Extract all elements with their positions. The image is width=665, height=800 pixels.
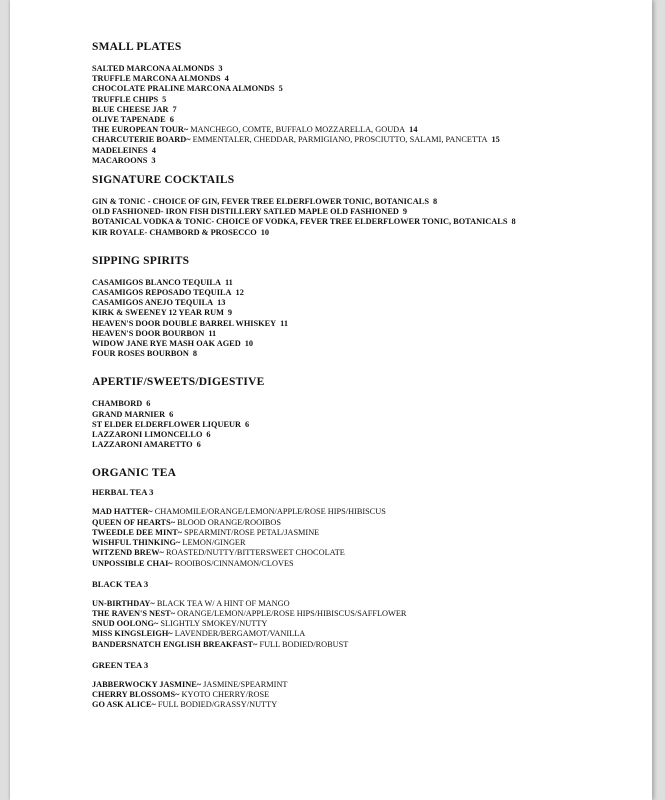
item-price: 6	[196, 440, 201, 450]
item-price: 6	[206, 430, 211, 440]
menu-item	[92, 399, 634, 409]
menu-item	[92, 329, 634, 339]
menu-item	[92, 680, 634, 690]
item-name: CASAMIGOS ANEJO TEQUILA	[92, 298, 214, 308]
section-title-sipping-spirits: SIPPING SPIRITS	[92, 254, 190, 267]
item-name: CHAMBORD	[92, 399, 143, 409]
item-name: BANDERSNATCH ENGLISH BREAKFAST~	[92, 639, 258, 649]
menu-item	[92, 528, 634, 538]
item-description: ROOIBOS/CINNAMON/CLOVES	[174, 558, 294, 568]
item-description: FULL BODIED/ROBUST	[259, 639, 349, 649]
item-price: 13	[217, 298, 226, 308]
item-name: FOUR ROSES BOURBON	[92, 349, 189, 359]
item-name: GRAND MARNIER	[92, 409, 166, 419]
menu-item	[92, 156, 634, 166]
item-name: LAZZARONI LIMONCELLO	[92, 430, 203, 440]
item-name: CASAMIGOS REPOSADO TEQUILA	[92, 288, 232, 298]
black-tea-list	[92, 599, 634, 650]
item-description: CHAMOMILE/ORANGE/LEMON/APPLE/ROSE HIPS/HIBISCUS	[154, 507, 386, 517]
menu-item	[92, 105, 634, 115]
item-name: BLUE CHEESE JAR	[92, 104, 169, 114]
item-price: 10	[260, 227, 270, 237]
item-price: 12	[235, 288, 244, 298]
signature-cocktails-list	[92, 197, 634, 238]
herbal-tea-list	[92, 507, 634, 568]
menu-item	[92, 548, 634, 558]
menu-item	[92, 115, 634, 125]
menu-item	[92, 217, 634, 227]
subsection-title-green-tea: GREEN TEA 3	[92, 659, 149, 670]
item-name: MACAROONS	[92, 155, 148, 165]
item-name: LAZZARONI AMARETTO	[92, 440, 193, 450]
menu-item	[92, 95, 634, 105]
section-title-aperitif: APERTIF/SWEETS/DIGESTIVE	[92, 376, 265, 389]
green-tea-list	[92, 680, 634, 711]
item-description: ROASTED/NUTTY/BITTERSWEET CHOCOLATE	[165, 548, 345, 558]
menu-item	[92, 74, 634, 84]
menu-item	[92, 319, 634, 329]
subsection-title-herbal-tea: HERBAL TEA 3	[92, 487, 154, 498]
item-price: 3	[151, 155, 156, 165]
item-name: KIRK & SWEENEY 12 YEAR RUM	[92, 308, 224, 318]
item-name: MADELEINES	[92, 145, 148, 155]
menu-item	[92, 288, 634, 298]
item-name: MISS KINGSLEIGH~	[92, 629, 173, 639]
item-description: SPEARMINT/ROSE PETAL/JASMINE	[184, 527, 320, 537]
item-price: 7	[172, 104, 177, 114]
small-plates-list	[92, 64, 634, 166]
menu-item	[92, 599, 634, 609]
menu-item	[92, 308, 634, 318]
menu-page	[10, 0, 652, 800]
menu-item	[92, 135, 634, 145]
menu-item	[92, 518, 634, 528]
menu-item	[92, 430, 634, 440]
item-price: 3	[218, 64, 223, 73]
item-price: 6	[169, 409, 174, 419]
item-price: 9	[402, 207, 408, 217]
item-name: KIR ROYALE- CHAMBORD & PROSECCO	[92, 227, 257, 237]
item-name: MAD HATTER~	[92, 507, 153, 517]
menu-item	[92, 298, 634, 308]
item-description: SLIGHTLY SMOKEY/NUTTY	[160, 619, 268, 629]
menu-item	[92, 64, 634, 74]
item-name: HEAVEN'S DOOR BOURBON	[92, 328, 205, 338]
menu-item	[92, 629, 634, 639]
menu-item	[92, 207, 634, 217]
item-name: ST ELDER ELDERFLOWER LIQUEUR	[92, 419, 241, 429]
menu-item	[92, 420, 634, 430]
item-name: OLD FASHIONED- IRON FISH DISTILLERY SATLED MAPLE OLD FASHIONED	[92, 207, 399, 217]
item-name: WITZEND BREW~	[92, 548, 164, 558]
item-price: 6	[245, 419, 250, 429]
item-name: CHOCOLATE PRALINE MARCONA ALMONDS	[92, 84, 275, 94]
item-name: GO ASK ALICE~	[92, 700, 156, 710]
item-name: WIDOW JANE RYE MASH OAK AGED	[92, 339, 241, 349]
item-name: TRUFFLE CHIPS	[92, 94, 159, 104]
item-name: TRUFFLE MARCONA ALMONDS	[92, 74, 221, 84]
menu-item	[92, 197, 634, 207]
sipping-spirits-list	[92, 278, 634, 360]
item-price: 8	[432, 197, 438, 207]
menu-item	[92, 538, 634, 548]
menu-item	[92, 125, 634, 135]
item-name: UN-BIRTHDAY~	[92, 598, 155, 608]
item-description: ORANGE/LEMON/APPLE/ROSE HIPS/HIBISCUS/SAFFLOWER	[177, 608, 407, 618]
item-name: THE EUROPEAN TOUR~	[92, 125, 189, 135]
item-price: 4	[151, 145, 156, 155]
item-price: 11	[208, 328, 217, 338]
menu-item	[92, 349, 634, 359]
item-name: QUEEN OF HEARTS~	[92, 517, 176, 527]
item-description: LAVENDER/BERGAMOT/VANILLA	[174, 629, 306, 639]
menu-item	[92, 640, 634, 650]
menu-item	[92, 619, 634, 629]
item-price: 6	[169, 115, 174, 125]
item-price: 14	[409, 125, 418, 135]
menu-content	[92, 40, 634, 710]
item-name: OLIVE TAPENADE	[92, 115, 166, 125]
item-price: 8	[511, 217, 516, 227]
menu-item	[92, 339, 634, 349]
item-description: MANCHEGO, COMTE, BUFFALO MOZZARELLA, GOUDA	[190, 125, 406, 135]
item-price: 5	[162, 94, 167, 104]
item-price: 4	[224, 74, 229, 84]
menu-item	[92, 410, 634, 420]
item-name: JABBERWOCKY JASMINE~	[92, 679, 202, 689]
item-name: CASAMIGOS BLANCO TEQUILA	[92, 277, 221, 287]
item-price: 9	[227, 308, 233, 318]
menu-item	[92, 278, 634, 288]
item-name: GIN & TONIC - CHOICE OF GIN, FEVER TREE ELDERFLOWER TONIC, BOTANICALS	[92, 197, 429, 207]
item-price: 8	[192, 349, 197, 359]
section-title-organic-tea: ORGANIC TEA	[92, 467, 177, 480]
item-description: KYOTO CHERRY/ROSE	[181, 689, 270, 699]
item-description: EMMENTALER, CHEDDAR, PARMIGIANO, PROSCIUTTO, SALAMI, PANCETTA	[192, 135, 488, 145]
item-name: BOTANICAL VODKA & TONIC- CHOICE OF VODKA, FEVER TREE ELDERFLOWER TONIC, BOTANICALS	[92, 217, 508, 227]
menu-item	[92, 146, 634, 156]
menu-item	[92, 609, 634, 619]
item-name: SNUD OOLONG~	[92, 619, 159, 629]
item-price: 11	[224, 277, 233, 287]
item-description: JASMINE/SPEARMINT	[203, 679, 288, 689]
item-name: WISHFUL THINKING~	[92, 538, 181, 548]
item-name: TWEEDLE DEE MINT~	[92, 527, 183, 537]
item-price: 15	[491, 135, 500, 145]
item-name: HEAVEN'S DOOR DOUBLE BARREL WHISKEY	[92, 318, 277, 328]
section-title-small-plates: SMALL PLATES	[92, 41, 182, 53]
menu-item	[92, 559, 634, 569]
subsection-title-black-tea: BLACK TEA 3	[92, 578, 149, 589]
item-name: CHARCUTERIE BOARD~	[92, 135, 191, 145]
item-description: BLACK TEA W/ A HINT OF MANGO	[156, 598, 290, 608]
item-price: 5	[278, 84, 283, 94]
item-description: BLOOD ORANGE/ROOIBOS	[177, 517, 282, 527]
item-price: 11	[280, 318, 288, 328]
menu-item	[92, 84, 634, 94]
item-price: 6	[146, 399, 151, 409]
item-description: FULL BODIED/GRASSY/NUTTY	[157, 700, 278, 710]
menu-item	[92, 228, 634, 238]
section-title-signature-cocktails: SIGNATURE COCKTAILS	[92, 174, 235, 187]
item-price: 10	[244, 339, 253, 349]
item-name: SALTED MARCONA ALMONDS	[92, 64, 215, 73]
aperitif-list	[92, 399, 634, 450]
item-description: LEMON/GINGER	[182, 538, 246, 548]
menu-item	[92, 440, 634, 450]
menu-item	[92, 690, 634, 700]
menu-item	[92, 700, 634, 710]
item-name: CHERRY BLOSSOMS~	[92, 689, 180, 699]
item-name: UNPOSSIBLE CHAI~	[92, 558, 173, 568]
menu-item	[92, 507, 634, 517]
item-name: THE RAVEN'S NEST~	[92, 608, 176, 618]
